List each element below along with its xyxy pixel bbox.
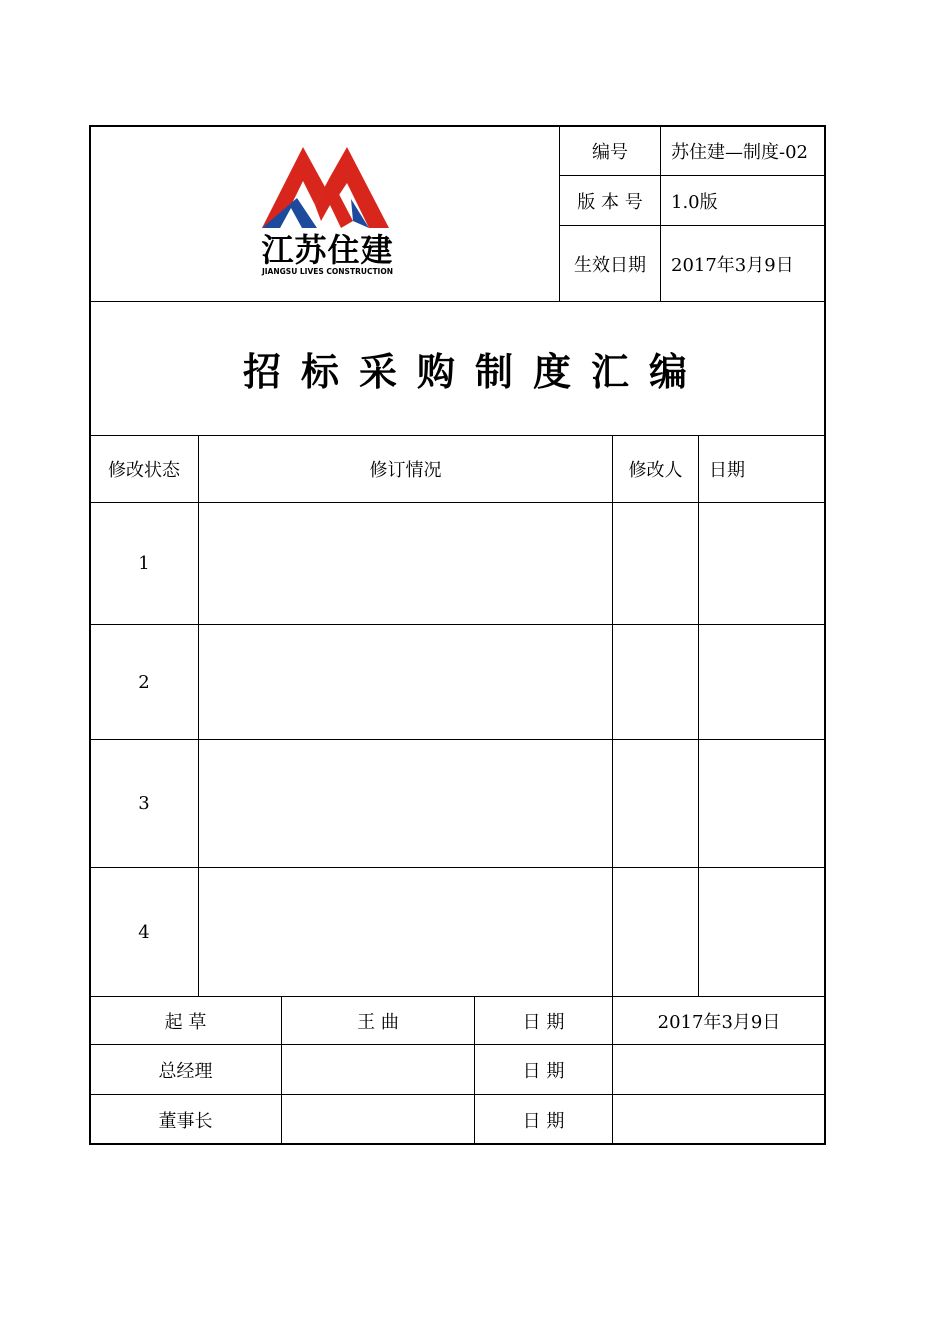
approval-date-label-chairman: 日 期 xyxy=(522,1110,565,1132)
revision-content-4[interactable] xyxy=(199,868,612,996)
approval-date-gm[interactable] xyxy=(613,1045,825,1094)
doc-number-value: 苏住建—制度-02 xyxy=(671,141,808,163)
revision-date-4[interactable] xyxy=(699,868,825,996)
approval-date-label-drafter: 日 期 xyxy=(522,1011,565,1033)
approval-date-chairman[interactable] xyxy=(613,1095,825,1144)
approval-role-chairman: 董事长 xyxy=(158,1110,213,1132)
col-header-date: 日期 xyxy=(709,460,745,481)
revision-person-4[interactable] xyxy=(613,868,698,996)
approval-date-label-gm: 日 期 xyxy=(522,1060,565,1082)
revision-date-1[interactable] xyxy=(699,503,825,624)
revision-status-1: 1 xyxy=(138,553,150,574)
document-title: 招标采购制度汇编 xyxy=(242,350,707,394)
approval-role-drafter: 起 草 xyxy=(164,1011,207,1033)
logo-name-cn: 江苏住建 xyxy=(261,231,394,269)
revision-content-1[interactable] xyxy=(199,503,612,624)
revision-person-1[interactable] xyxy=(613,503,698,624)
effective-date-label: 生效日期 xyxy=(574,254,646,276)
col-header-status: 修改状态 xyxy=(108,460,180,481)
col-header-person: 修改人 xyxy=(628,460,683,481)
approval-date-drafter: 2017年3月9日 xyxy=(657,1011,781,1033)
approval-role-gm: 总经理 xyxy=(158,1060,213,1082)
approval-name-drafter: 王 曲 xyxy=(357,1011,399,1033)
revision-person-2[interactable] xyxy=(613,625,698,739)
doc-number-label: 编号 xyxy=(592,141,628,163)
approval-name-chairman[interactable] xyxy=(282,1095,474,1144)
effective-date-value: 2017年3月9日 xyxy=(671,254,794,276)
version-value: 1.0版 xyxy=(671,191,718,213)
approval-name-gm[interactable] xyxy=(282,1045,474,1094)
revision-date-3[interactable] xyxy=(699,740,825,867)
revision-content-3[interactable] xyxy=(199,740,612,867)
version-label: 版 本 号 xyxy=(577,191,643,213)
revision-status-4: 4 xyxy=(138,921,150,943)
logo-name-en: JIANGSU LIVES CONSTRUCTION xyxy=(261,267,394,276)
revision-status-2: 2 xyxy=(138,671,150,693)
revision-content-2[interactable] xyxy=(199,625,612,739)
col-header-content: 修订情况 xyxy=(369,460,442,481)
revision-date-2[interactable] xyxy=(699,625,825,739)
revision-person-3[interactable] xyxy=(613,740,698,867)
revision-status-3: 3 xyxy=(138,793,150,814)
